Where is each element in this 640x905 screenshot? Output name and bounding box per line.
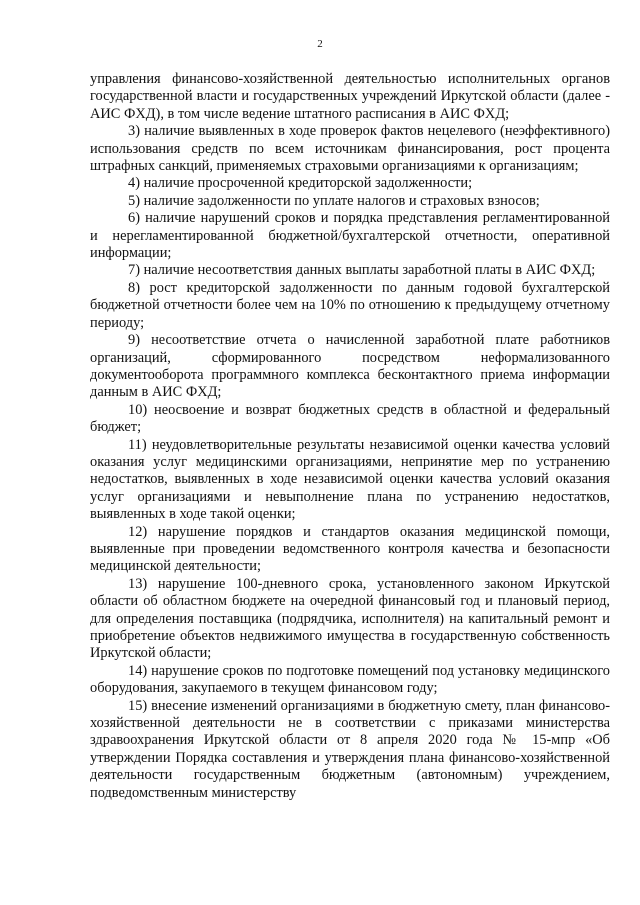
list-item-13: 13) нарушение 100-дневного срока, установленного законом Иркутской области об областном бюджете на очередной финансовый год и плановый период, для определения поставщика (подрядчика, исполнителя) на капитальный ремонт и приобретение объектов недвижимого имущества в государственную собственность Иркутской области;	[90, 575, 610, 662]
list-item-12: 12) нарушение порядков и стандартов оказания медицинской помощи, выявленные при проведении ведомственного контроля качества и безопасности медицинской деятельности;	[90, 523, 610, 575]
list-item-3: 3) наличие выявленных в ходе проверок фактов нецелевого (неэффективного) использования средств по всем источникам финансирования, рост процента штрафных санкций, применяемых страховыми организациями к организациям;	[90, 123, 610, 175]
paragraph-continuation: управления финансово-хозяйственной деятельностью исполнительных органов государственной власти и государственных учреждений Иркутской области (далее - АИС ФХД), в том числе ведение штатного расписания в АИС ФХД;	[90, 71, 610, 122]
list-item-14: 14) нарушение сроков по подготовке помещений под установку медицинского оборудования, закупаемого в текущем финансовом году;	[90, 662, 610, 697]
list-item-10: 10) неосвоение и возврат бюджетных средств в областной и федеральный бюджет;	[90, 401, 610, 436]
list-item-4: 4) наличие просроченной кредиторской задолженности;	[128, 175, 473, 192]
list-item-7: 7) наличие несоответствия данных выплаты заработной платы в АИС ФХД;	[128, 262, 596, 279]
list-item-15: 15) внесение изменений организациями в бюджетную смету, план финансово-хозяйственной деятельности не в соответствии с приказами министерства здравоохранения Иркутской области от 8 апреля 2020 года № 15-мпр «Об утверждении Порядка составления и утверждения плана финансово-хозяйственной деятельности государственным бюджетным (автономным) учреждением, подведомственным министерству	[90, 697, 610, 801]
document-body	[90, 71, 610, 802]
list-item-8: 8) рост кредиторской задолженности по данным годовой бухгалтерской бюджетной отчетности более чем на 10% по отношению к предыдущему отчетному периоду;	[90, 279, 610, 331]
page-number: 2	[317, 38, 323, 50]
list-item-6: 6) наличие нарушений сроков и порядка представления регламентированной и нерегламентированной бюджетной/бухгалтерской отчетности, оперативной информации;	[90, 210, 610, 262]
list-item-9: 9) несоответствие отчета о начисленной заработной плате работников организаций, сформированного посредством неформализованного документооборота программного комплекса бесконтактного приема информации данным в АИС ФХД;	[90, 332, 610, 401]
list-item-5: 5) наличие задолженности по уплате налогов и страховых взносов;	[128, 192, 540, 209]
list-item-11: 11) неудовлетворительные результаты независимой оценки качества условий оказания услуг медицинскими организациями, непринятие мер по устранению недостатков, выявленных в ходе независимой оценки качества условий оказания услуг организациями и невыполнение плана по устранению недостатков, выявленных в ходе такой оценки;	[90, 436, 610, 523]
